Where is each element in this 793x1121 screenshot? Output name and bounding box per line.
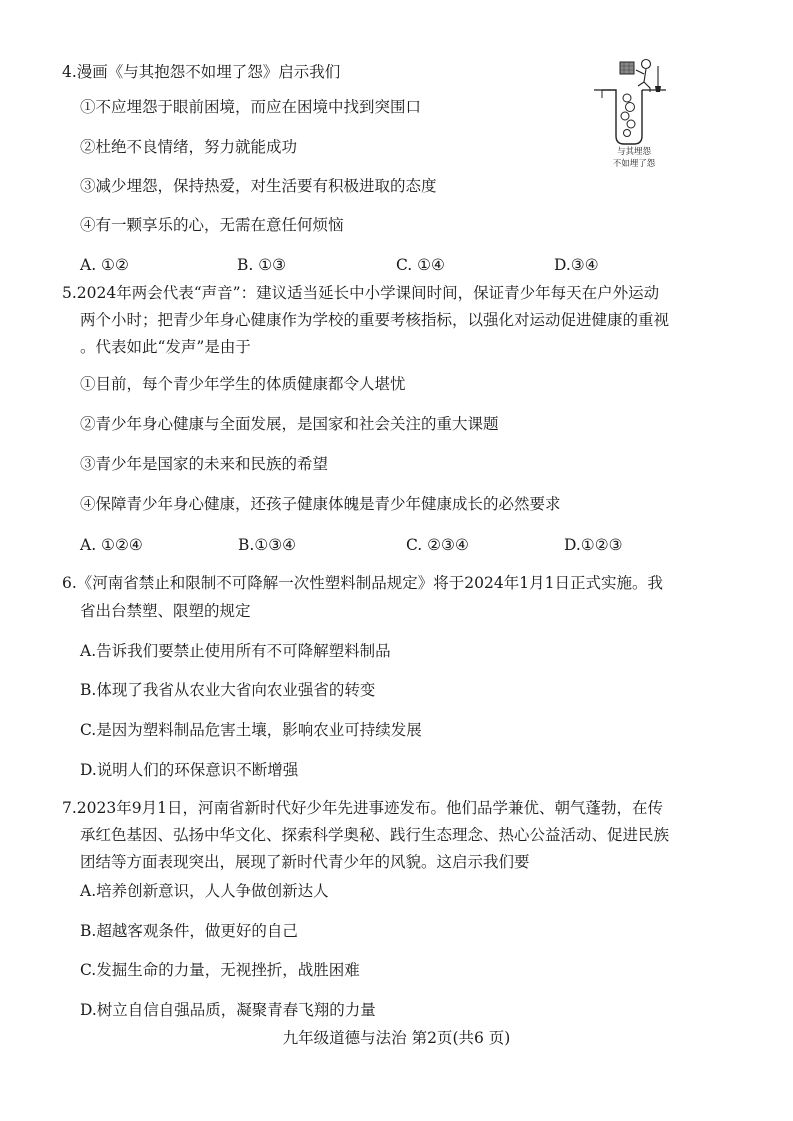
q4-option-4: ④有一颗享乐的心，无需在意任何烦恼	[80, 216, 344, 234]
q6-option-c[interactable]: C.是因为塑料制品危害土壤，影响农业可持续发展	[80, 721, 422, 739]
q7-option-b[interactable]: B.超越客观条件，做更好的自己	[80, 922, 298, 940]
cartoon-caption-line-1: 与其埋怨	[616, 147, 652, 157]
q7-option-a[interactable]: A.培养创新意识，人人争做创新达人	[80, 882, 329, 900]
q4-choice-a[interactable]: A. ①②	[80, 256, 129, 274]
q5-choice-b[interactable]: B.①③④	[238, 536, 297, 554]
q4-choice-d[interactable]: D.③④	[554, 256, 599, 274]
q5-choice-a[interactable]: A. ①②④	[80, 536, 143, 554]
q4-choice-c[interactable]: C. ①④	[396, 256, 445, 274]
q7-option-c[interactable]: C.发掘生命的力量，无视挫折，战胜困难	[80, 961, 360, 979]
q5-option-4: ④保障青少年身心健康，还孩子健康体魄是青少年健康成长的必然要求	[80, 495, 561, 513]
page-footer: 九年级道德与法治 第2页(共6 页)	[282, 1029, 511, 1047]
q7-stem-line-2: 承红色基因、弘扬中华文化、探索科学奥秘、践行生态理念、热心公益活动、促进民族	[80, 826, 670, 844]
q6-stem-line-1: 6.《河南省禁止和限制不可降解一次性塑料制品规定》将于2024年1月1日正式实施。我	[62, 574, 663, 592]
q6-option-d[interactable]: D.说明人们的环保意识不断增强	[80, 761, 299, 779]
q5-stem-line-2: 两个小时；把青少年身心健康作为学校的重要考核指标，以强化对运动促进健康的重视	[80, 311, 670, 329]
cartoon-caption-line-2: 不如埋了怨	[612, 159, 656, 169]
q4-choice-b[interactable]: B. ①③	[237, 256, 287, 274]
q6-stem-line-2: 省出台禁塑、限塑的规定	[80, 602, 251, 620]
q4-option-1: ①不应埋怨于眼前困境，而应在困境中找到突围口	[80, 98, 422, 116]
q5-option-3: ③青少年是国家的未来和民族的希望	[80, 455, 329, 473]
q7-option-d[interactable]: D.树立自信自强品质，凝聚青春飞翔的力量	[80, 1001, 376, 1019]
q6-option-a[interactable]: A.告诉我们要禁止使用所有不可降解塑料制品	[80, 642, 391, 660]
q4-stem: 4.漫画《与其抱怨不如埋了怨》启示我们	[62, 63, 341, 81]
q7-stem-line-3: 团结等方面表现突出，展现了新时代青少年的风貌。这启示我们要	[80, 853, 530, 871]
q5-option-2: ②青少年身心健康与全面发展，是国家和社会关注的重大课题	[80, 415, 499, 433]
q5-choice-c[interactable]: C. ②③④	[406, 536, 469, 554]
q4-option-3: ③减少埋怨，保持热爱，对生活要有积极进取的态度	[80, 177, 437, 195]
q4-option-2: ②杜绝不良情绪，努力就能成功	[80, 138, 298, 156]
q5-stem-line-1: 5.2024年两会代表“声音”：建议适当延长中小学课间时间，保证青少年每天在户外运动	[62, 284, 660, 302]
q7-stem-line-1: 7.2023年9月1日，河南省新时代好少年先进事迹发布。他们品学兼优、朝气蓬勃，在传	[62, 799, 663, 817]
q6-option-b[interactable]: B.体现了我省从农业大省向农业强省的转变	[80, 681, 376, 699]
q5-choice-d[interactable]: D.①②③	[564, 536, 623, 554]
q5-stem-line-3: 。代表如此“发声”是由于	[80, 338, 251, 356]
cartoon-illustration	[594, 52, 674, 170]
q5-option-1: ①目前，每个青少年学生的体质健康都令人堪忧	[80, 375, 406, 393]
